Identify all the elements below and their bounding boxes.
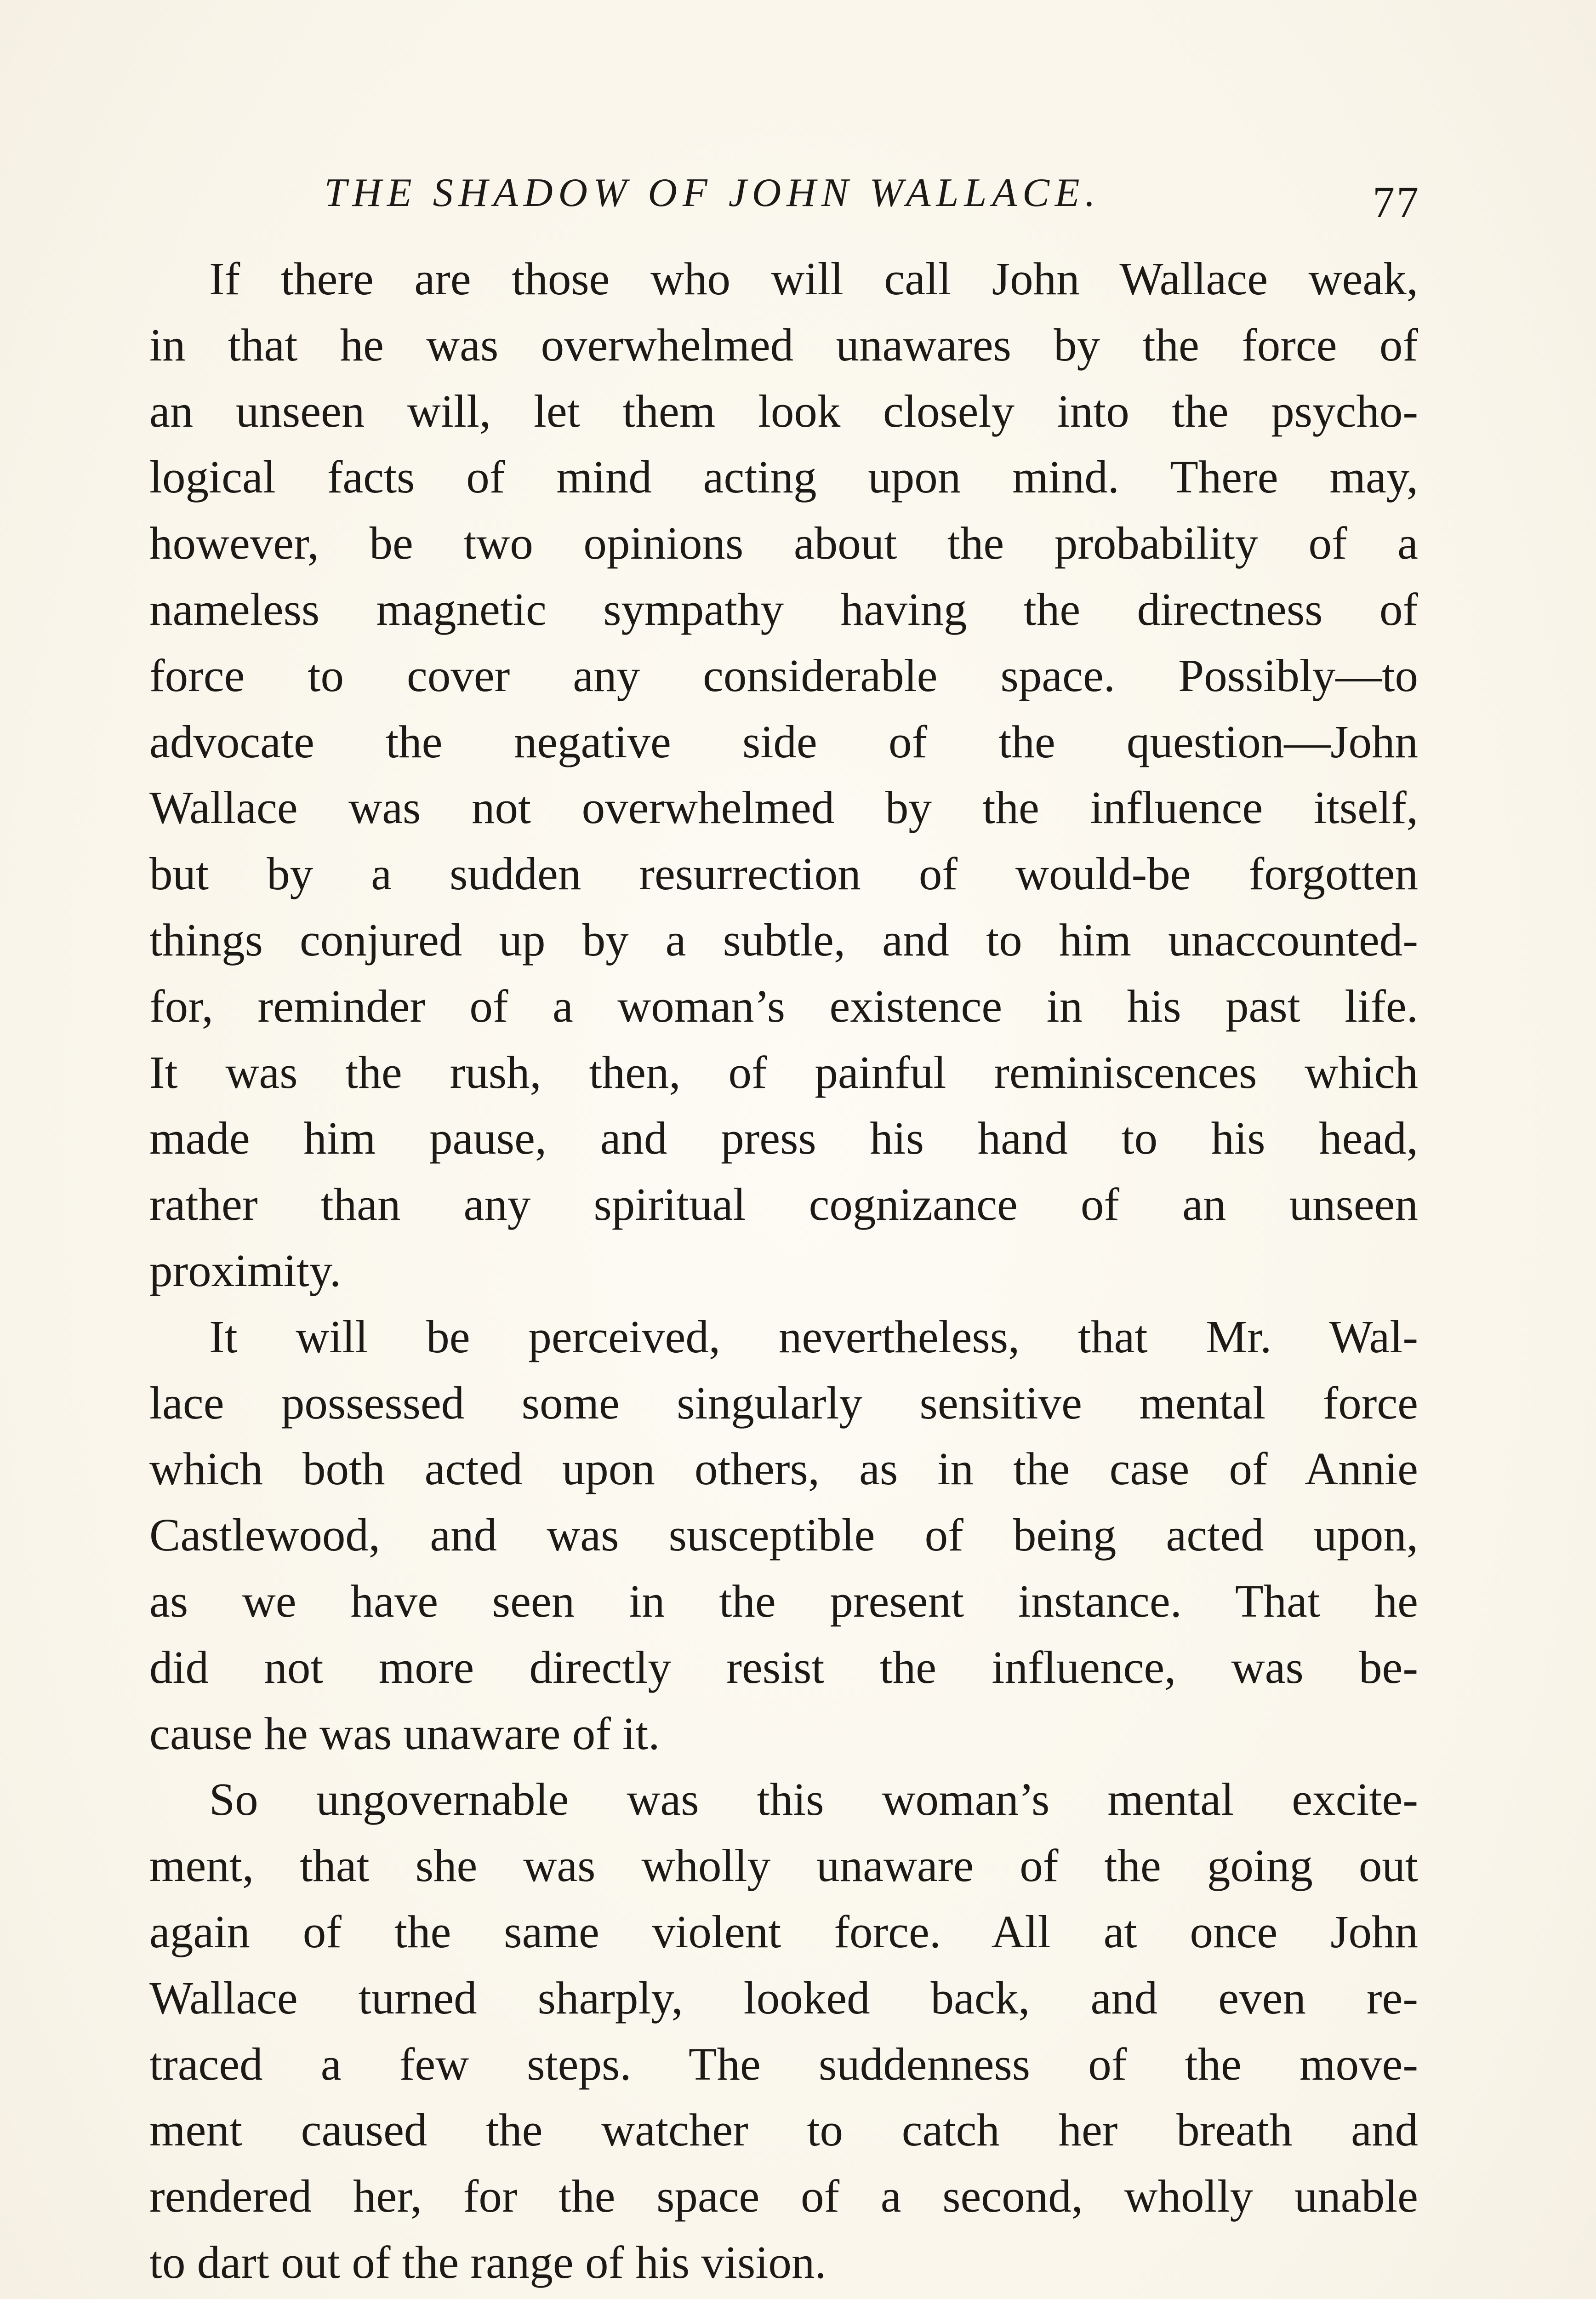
- text-line: made him pause, and press his hand to his head,: [149, 1112, 1418, 1164]
- text-line: ment caused the watcher to catch her breath and: [149, 2104, 1418, 2156]
- text-line: ment, that she was wholly unaware of the going out: [149, 1840, 1418, 1892]
- text-line: force to cover any considerable space. Possibly—to: [149, 649, 1418, 701]
- text-line: as we have seen in the present instance. That he: [149, 1575, 1418, 1627]
- text-line: traced a few steps. The suddenness of the move-: [149, 2038, 1418, 2090]
- text-line: It was the rush, then, of painful reminiscences which: [149, 1046, 1418, 1098]
- text-line: did not more directly resist the influence, was be-: [149, 1641, 1418, 1693]
- text-line: proximity.: [149, 1244, 342, 1296]
- text-line: So ungovernable was this woman’s mental excite-: [209, 1773, 1418, 1825]
- text-line: Wallace was not overwhelmed by the influence itself,: [149, 782, 1418, 834]
- paragraph: [149, 246, 1418, 1304]
- body-text: [149, 246, 1418, 2299]
- text-line: [149, 2296, 1418, 2299]
- text-line: things conjured up by a subtle, and to him unaccounted-: [149, 914, 1418, 966]
- running-head: [152, 166, 1420, 227]
- text-line: rather than any spiritual cognizance of an unseen: [149, 1178, 1418, 1230]
- text-line: but by a sudden resurrection of would-be forgotten: [149, 848, 1418, 900]
- text-line: rendered her, for the space of a second, wholly unable: [149, 2170, 1418, 2222]
- text-line: for, reminder of a woman’s existence in his past life.: [149, 980, 1418, 1032]
- text-line: advocate the negative side of the question—John: [149, 715, 1418, 767]
- text-line: an unseen will, let them look closely into the psycho-: [149, 385, 1418, 437]
- text-line: lace possessed some singularly sensitive mental force: [149, 1377, 1418, 1429]
- text-line: nameless magnetic sympathy having the directness of: [149, 583, 1418, 635]
- text-line: Castlewood, and was susceptible of being acted upon,: [149, 1509, 1418, 1561]
- paragraph: [149, 1304, 1418, 1767]
- text-line: again of the same violent force. All at once John: [149, 1905, 1418, 1957]
- text-line: logical facts of mind acting upon mind. There may,: [149, 451, 1418, 503]
- text-line: which both acted upon others, as in the case of Annie: [149, 1443, 1418, 1495]
- paragraph: [149, 1767, 1418, 2295]
- text-line: however, be two opinions about the probability of a: [149, 517, 1418, 569]
- text-line: If there are those who will call John Wallace weak,: [209, 253, 1418, 304]
- running-title: THE SHADOW OF JOHN WALLACE.: [324, 171, 1101, 215]
- paragraph: [149, 2296, 1418, 2299]
- text-line: in that he was overwhelmed unawares by the force of: [149, 319, 1418, 371]
- text-line: Wallace turned sharply, looked back, and even re-: [149, 1972, 1418, 2024]
- page-number: 77: [1373, 177, 1420, 227]
- text-line: cause he was unaware of it.: [149, 1707, 660, 1759]
- text-line: It will be perceived, nevertheless, that Mr. Wal-: [209, 1310, 1418, 1362]
- text-line: to dart out of the range of his vision.: [149, 2236, 826, 2288]
